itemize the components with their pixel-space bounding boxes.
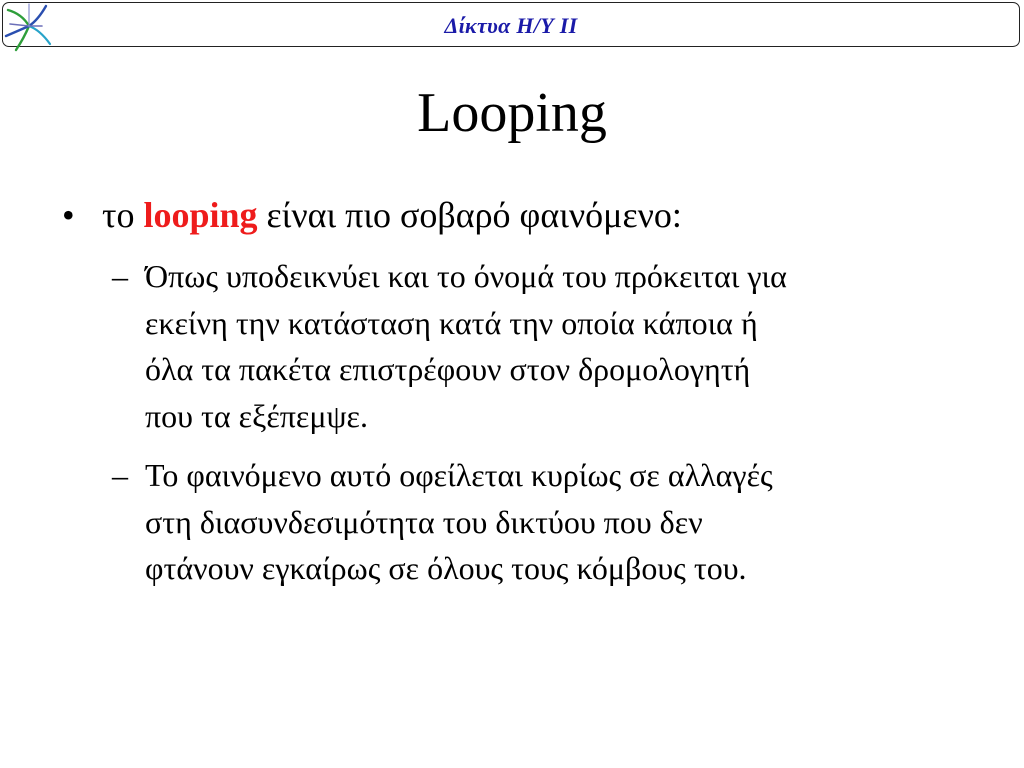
sub-bullet-1 xyxy=(112,253,972,439)
bullet-symbol: • xyxy=(62,195,75,235)
bullet-prefix: το xyxy=(102,195,135,235)
star-logo-icon xyxy=(2,0,56,54)
sub-bullet-line: Το φαινόμενο αυτό οφείλεται κυρίως σε αλλαγές xyxy=(145,457,773,493)
sub-bullet-line: που τα εξέπεμψε. xyxy=(145,397,368,434)
header-title: Δίκτυα Η/Υ ΙΙ xyxy=(444,13,578,38)
sub-bullet-line: Όπως υποδεικνύει και το όνομά του πρόκειται για xyxy=(145,258,787,294)
main-bullet xyxy=(62,192,682,238)
sub-bullet-line: φτάνουν εγκαίρως σε όλους τους κόμβους του. xyxy=(145,550,747,586)
slide-title: Looping xyxy=(417,82,607,144)
header-bar xyxy=(2,2,1020,47)
sub-bullet-2 xyxy=(112,452,972,592)
bullet-highlight: looping xyxy=(143,195,258,235)
sub-bullet-line: εκείνη την κατάσταση κατά την οποία κάποια ή xyxy=(145,304,758,341)
sub-bullet-dash: – xyxy=(112,457,128,493)
bullet-suffix: είναι πιο σοβαρό φαινόμενο: xyxy=(266,195,682,235)
sub-bullet-line: όλα τα πακέτα επιστρέφουν στον δρομολογητή xyxy=(145,351,751,387)
sub-bullet-line: στη διασυνδεσιμότητα του δικτύου που δεν xyxy=(145,503,703,540)
sub-bullet-dash: – xyxy=(112,258,128,294)
